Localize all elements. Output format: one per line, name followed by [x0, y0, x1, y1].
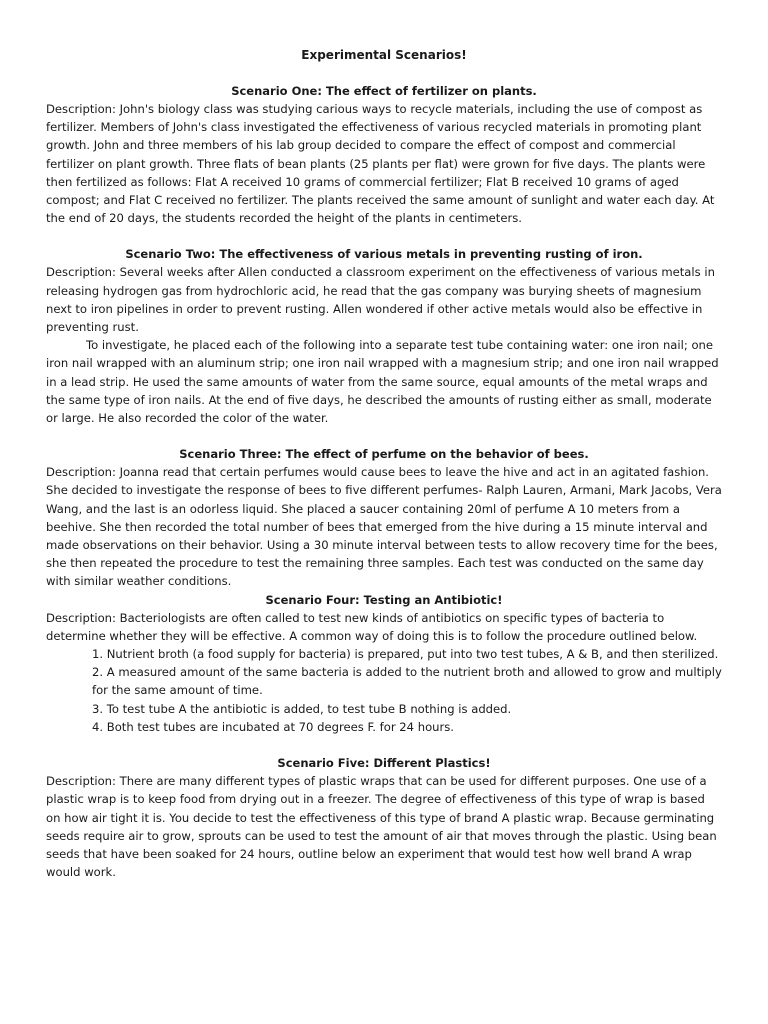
scenario-three	[46, 445, 722, 590]
scenario-five	[46, 754, 722, 881]
scenario-four-description: Description: Bacteriologists are often called to test new kinds of antibiotics on specific types of bacteria to determine whether they will be effective. A common way of doing this is to follow the procedure outlined below.	[46, 610, 698, 643]
procedure-step: 3. To test tube A the antibiotic is added, to test tube B nothing is added.	[92, 701, 512, 716]
scenario-two-paragraph-2: To investigate, he placed each of the following into a separate test tube containing water: one iron nail; one iron nail wrapped with an aluminum strip; one iron nail wrapped with a magnesium strip; and one iron nail wrapped in a lead strip. He used the same amounts of water from the same source, equal amounts of the metal wraps and the same type of iron nails. At the end of five days, he described the amounts of rusting either as small, moderate or large. He also recorded the color of the water.	[46, 338, 719, 426]
document-title: Experimental Scenarios!	[301, 48, 467, 62]
procedure-step: 2. A measured amount of the same bacteria is added to the nutrient broth and allowed to grow and multiply for the same amount of time.	[92, 665, 722, 698]
scenario-two-heading: Scenario Two: The effectiveness of various metals in preventing rusting of iron.	[125, 247, 643, 262]
scenario-one-heading: Scenario One: The effect of fertilizer on plants.	[231, 84, 537, 98]
scenario-three-heading: Scenario Three: The effect of perfume on the behavior of bees.	[179, 447, 589, 462]
scenario-five-heading: Scenario Five: Different Plastics!	[277, 756, 491, 771]
procedure-step: 1. Nutrient broth (a food supply for bacteria) is prepared, put into two test tubes, A & B, and then sterilized.	[92, 647, 719, 662]
procedure-step: 4. Both test tubes are incubated at 70 degrees F. for 24 hours.	[92, 719, 454, 734]
scenario-four-heading: Scenario Four: Testing an Antibiotic!	[265, 592, 503, 607]
scenario-two-description: Description: Several weeks after Allen conducted a classroom experiment on the effectiveness of various metals in releasing hydrogen gas from hydrochloric acid, he read that the gas company was burying sheets of magnesium next to iron pipelines in order to prevent rusting. Allen wondered if other active metals would also be effective in preventing rust.	[46, 265, 715, 335]
scenario-one-description: Description: John's biology class was studying carious ways to recycle materials, including the use of compost as fertilizer. Members of John's class investigated the effectiveness of various recycled materials in promoting plant growth. John and three members of his lab group decided to compare the effect of compost and commercial fertilizer on plant growth. Three flats of bean plants (25 plants per flat) were grown for five days. The plants were then fertilized as follows: Flat A received 10 grams of commercial fertilizer; Flat B received 10 grams of aged compost; and Flat C received no fertilizer. The plants received the same amount of sunlight and water each day. At the end of 20 days, the students recorded the height of the plants in centimeters.	[46, 102, 715, 226]
scenario-three-description: Description: Joanna read that certain perfumes would cause bees to leave the hive and act in an agitated fashion. She decided to investigate the response of bees to five different perfumes- Ralph Lauren, Armani, Mark Jacobs, Vera Wang, and the last is an odorless liquid. She placed a saucer containing 20ml of perfume A 10 meters from a beehive. She then recorded the total number of bees that emerged from the hive during a 15 minute interval and made observations on their behavior. Using a 30 minute interval between tests to allow recovery time for the bees, she then repeated the procedure to test the remaining three samples. Each test was conducted on the same day with similar weather conditions.	[46, 465, 722, 589]
scenario-five-description: Description: There are many different types of plastic wraps that can be used for different purposes. One use of a plastic wrap is to keep food from drying out in a freezer. The degree of effectiveness of this type of wrap is based on how air tight it is. You decide to test the effectiveness of this type of brand A plastic wrap. Because germinating seeds require air to grow, sprouts can be used to test the amount of air that moves through the plastic. Using bean seeds that have been soaked for 24 hours, outline below an experiment that would test how well brand A wrap would work.	[46, 774, 717, 880]
scenario-two	[46, 245, 722, 427]
scenario-four	[46, 591, 722, 736]
scenario-one	[46, 82, 722, 227]
